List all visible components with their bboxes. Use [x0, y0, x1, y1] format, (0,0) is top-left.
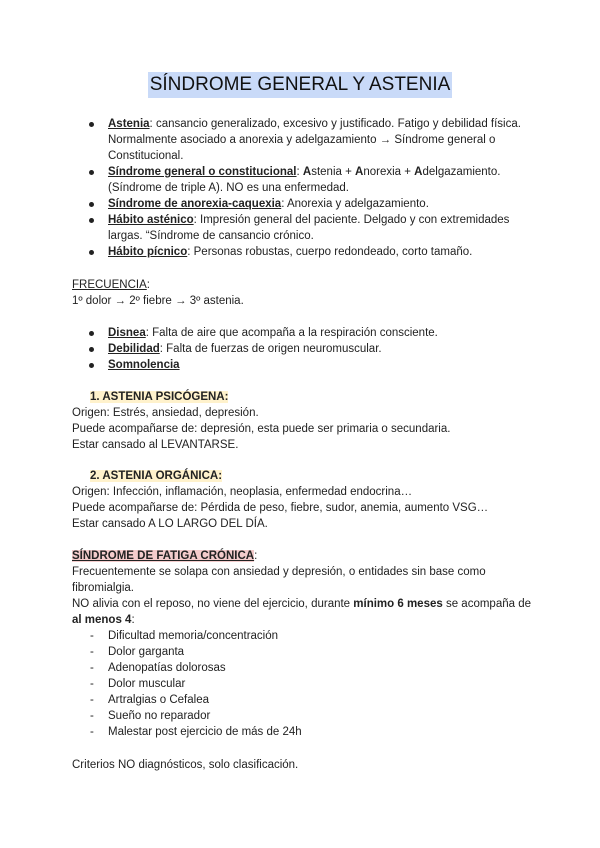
text-run: :: [131, 614, 135, 626]
term: Astenia: [108, 118, 150, 130]
definition-text: Impresión general del paciente. Delgado y con extremidades largas. “Síndrome de cansancio crónico.: [108, 214, 510, 242]
separator: :: [149, 118, 156, 130]
separator: :: [296, 166, 303, 178]
colon: :: [254, 550, 258, 562]
definition-text: norexia +: [363, 166, 415, 178]
term: Síndrome general o constitucional: [108, 166, 297, 178]
letter-a: A: [414, 166, 423, 178]
fatiga-paragraph: Frecuentemente se solapa con ansiedad y depresión, o entidades sin base como fibromialgia.: [72, 566, 486, 594]
separator: :: [193, 214, 201, 226]
definition-text: Personas robustas, cuerpo redondeado, corto tamaño.: [193, 246, 473, 258]
definition-text: cansancio generalizado, excesivo y justificado. Fatigo y debilidad física. Normalmente asociado a anorexia y adelgazamiento → Síndrome general o Constitucional.: [108, 118, 521, 162]
bold-run: mínimo 6 meses: [353, 598, 443, 610]
title-container: [0, 72, 600, 98]
list-item: [72, 116, 532, 164]
separator: :: [145, 327, 153, 339]
psicogena-heading: 1. ASTENIA PSICÓGENA:: [90, 391, 229, 403]
list-item: - Adenopatías dolorosas: [72, 660, 532, 676]
fatiga-criteria-list: [72, 628, 532, 740]
fatiga-criteria-intro: [72, 596, 542, 628]
list-item: - Dolor garganta: [72, 644, 532, 660]
organica-heading-row: [90, 468, 222, 484]
letter-a: A: [302, 166, 312, 178]
definition-text: Anorexia y adelgazamiento.: [286, 198, 429, 210]
fatiga-heading: SÍNDROME DE FATIGA CRÓNICA: [72, 550, 255, 562]
frecuencia-text: 1º dolor → 2º fiebre → 3º astenia.: [72, 295, 244, 307]
list-item: [72, 244, 532, 260]
list-item: - Dificultad memoria/concentración: [72, 628, 532, 644]
text-line: Estar cansado al LEVANTARSE.: [72, 439, 239, 451]
term: Somnolencia: [108, 359, 180, 371]
list-item: [72, 357, 532, 373]
definition-text: delgazamiento. (Síndrome de triple A). NO es una enfermedad.: [108, 166, 501, 194]
list-item: - Malestar post ejercicio de más de 24h: [72, 724, 532, 740]
definition-text: Falta de aire que acompaña a la respiración consciente.: [152, 327, 438, 339]
list-item: - Dolor muscular: [72, 676, 532, 692]
colon: :: [146, 279, 150, 291]
text-line: Origen: Infección, inflamación, neoplasia, enfermedad endocrina…: [72, 486, 413, 498]
list-item: [72, 325, 532, 341]
separator: :: [187, 246, 194, 258]
text-run: NO alivia con el reposo, no viene del ejercicio, durante: [72, 598, 354, 610]
page-title: SÍNDROME GENERAL Y ASTENIA: [148, 72, 453, 98]
term: Disnea: [108, 327, 146, 339]
symptoms-list: [72, 325, 532, 373]
text-line: Puede acompañarse de: depresión, esta puede ser primaria o secundaria.: [72, 423, 451, 435]
definition-text: stenia +: [311, 166, 356, 178]
list-item: - Artralgias o Cefalea: [72, 692, 532, 708]
list-item: [72, 164, 532, 196]
term: Hábito pícnico: [108, 246, 188, 258]
text-run: se acompaña de: [442, 598, 531, 610]
footer-note: Criterios NO diagnósticos, solo clasificación.: [72, 759, 299, 771]
frecuencia-label-line: [72, 277, 542, 293]
psicogena-body: [72, 405, 542, 453]
definitions-list: [72, 116, 532, 260]
psicogena-heading-row: [90, 389, 228, 405]
term: Hábito asténico: [108, 214, 194, 226]
bold-run: al menos 4: [72, 614, 132, 626]
term: Síndrome de anorexia-caquexia: [108, 198, 282, 210]
text-line: Estar cansado A LO LARGO DEL DÍA.: [72, 518, 268, 530]
fatiga-section: [72, 548, 542, 628]
text-line: Puede acompañarse de: Pérdida de peso, fiebre, sudor, anemia, aumento VSG…: [72, 502, 489, 514]
definition-text: Falta de fuerzas de origen neuromuscular.: [166, 343, 382, 355]
separator: :: [159, 343, 167, 355]
list-item: [72, 212, 532, 244]
list-item: - Sueño no reparador: [72, 708, 532, 724]
organica-heading: 2. ASTENIA ORGÁNICA:: [90, 470, 223, 482]
separator: :: [281, 198, 287, 210]
text-line: Origen: Estrés, ansiedad, depresión.: [72, 407, 259, 419]
fatiga-heading-line: [72, 548, 542, 564]
frecuencia-section: [72, 277, 542, 309]
term: Debilidad: [108, 343, 160, 355]
letter-a: A: [355, 166, 364, 178]
frecuencia-label: FRECUENCIA: [72, 279, 147, 291]
list-item: [72, 196, 532, 212]
organica-body: [72, 484, 542, 532]
list-item: [72, 341, 532, 357]
